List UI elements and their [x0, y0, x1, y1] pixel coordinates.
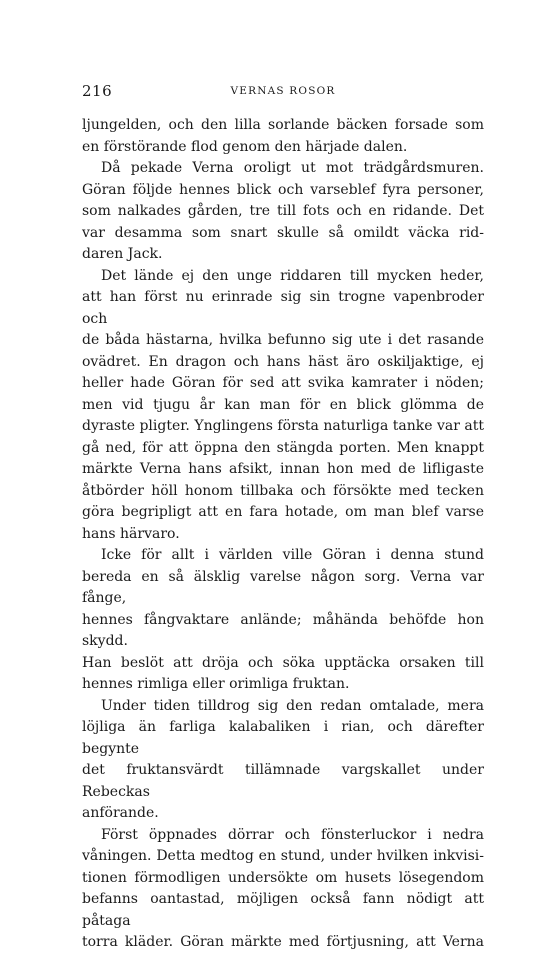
text-line: anförande.	[82, 805, 159, 821]
text-line: gå ned, för att öppna den stängda porten. Men knappt	[82, 439, 484, 456]
text-line: löjliga än farliga kalabaliken i rian, och därefter begynte	[82, 719, 484, 757]
text-line: Han beslöt att dröja och söka upptäcka orsaken till	[82, 654, 484, 671]
page-number: 216	[82, 82, 113, 100]
text-line: Det lände ej den unge riddaren till mycken heder,	[101, 267, 484, 284]
page-header	[82, 82, 484, 104]
text-line: tionen förmodligen undersökte om husets lösegendom	[82, 869, 484, 886]
text-line: att han först nu erinrade sig sin trogne vapenbroder och	[82, 289, 484, 327]
text-line: bereda en så älsklig varelse någon sorg. Verna var fånge,	[82, 568, 484, 606]
text-line: göra begripligt att en fara hotade, om man blef varse	[82, 504, 484, 520]
text-line: befanns oantastad, möjligen också fann nödigt att påtaga	[82, 891, 484, 929]
text-line: hennes fångvaktare anlände; måhända behöfde hon skydd.	[82, 611, 484, 649]
text-line: heller hade Göran för sed att svika kamrater i nöden;	[82, 375, 484, 391]
body-text	[82, 115, 484, 954]
text-line: Då pekade Verna oroligt ut mot trädgårdsmuren.	[101, 160, 484, 176]
text-line: ljungelden, och den lilla sorlande bäcken forsade som	[82, 117, 484, 133]
text-line: märkte Verna hans afsikt, innan hon med de lifligaste	[82, 461, 484, 477]
text-line: som nalkades gården, tre till fots och en ridande. Det	[82, 203, 484, 219]
text-line: hennes rimliga eller orimliga fruktan.	[82, 676, 350, 692]
text-line: hans härvaro.	[82, 525, 180, 542]
text-line: men vid tjugu år kan man för en blick glömma de	[82, 396, 484, 413]
text-line: ovädret. En dragon och hans häst äro oskiljaktige, ej	[82, 353, 484, 370]
text-line: var desamma som snart skulle så omildt väcka rid-	[82, 224, 484, 241]
text-line: Under tiden tilldrog sig den redan omtalade, mera	[101, 697, 484, 714]
text-line: Först öppnades dörrar och fönsterluckor i nedra	[101, 826, 484, 843]
text-line: Icke för allt i världen ville Göran i denna stund	[101, 547, 484, 563]
text-line: det fruktansvärdt tillämnade vargskallet under Rebeckas	[82, 762, 484, 800]
text-line: åtbörder höll honom tillbaka och försökte med tecken	[82, 482, 484, 499]
text-line: Göran följde hennes blick och varseblef fyra personer,	[82, 181, 484, 198]
text-line: våningen. Detta medtog en stund, under hvilken inkvisi-	[82, 848, 484, 864]
running-title: VERNAS ROSOR	[230, 85, 336, 97]
text-line: daren Jack.	[82, 246, 163, 262]
text-line: en förstörande flod genom den härjade dalen.	[82, 138, 408, 155]
text-line: torra kläder. Göran märkte med förtjusning, att Verna	[82, 934, 484, 950]
text-line: de båda hästarna, hvilka befunno sig ute i det rasande	[82, 332, 484, 348]
text-line: dyraste pligter. Ynglingens första naturliga tanke var att	[82, 418, 484, 434]
